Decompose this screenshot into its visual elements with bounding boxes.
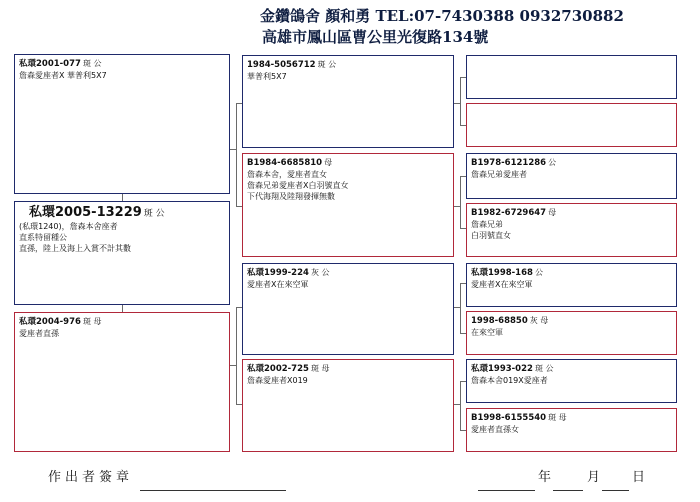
ddd-note-1: 愛座者直孫女 [471, 425, 519, 434]
connector-dd-out [453, 404, 460, 405]
dd-box [242, 359, 454, 452]
sire-box [14, 54, 230, 194]
dd-suffix: 斑 母 [310, 364, 330, 373]
signature-line [140, 490, 286, 491]
subject-note-3: 直孫，陸上及海上入賞不計其數 [19, 244, 131, 253]
dsd-suffix: 灰 母 [529, 316, 549, 325]
sd-note-3: 下代海翔及陸翔發揮無數 [247, 192, 335, 201]
ddd-ring: B1998-6155540 [471, 413, 547, 423]
dds-box [466, 359, 677, 403]
ds-box [242, 263, 454, 355]
sd-note-2: 詹森兄弟愛座者X白羽號直女 [247, 181, 349, 190]
sd-ring: B1984-6685810 [247, 158, 323, 168]
sire-ring: 私環2001-077 [19, 59, 81, 69]
subject-note-1: (私環1240)，詹森本舍座者 [19, 222, 118, 231]
dds-note-1: 詹森本舍019X愛座者 [471, 376, 548, 385]
sd-note-1: 詹森本舍，愛座者直女 [247, 170, 327, 179]
ss-note-1: 華普利5X7 [247, 72, 287, 81]
subject-box [14, 201, 230, 305]
subject-ring: 私環2005-13229 [29, 205, 142, 220]
connector-ss-out [453, 103, 460, 104]
month-line [553, 490, 583, 491]
dds-ring: 私環1993-022 [471, 364, 533, 374]
header-loft-contact: 金鑽鴿舍 顏和勇 TEL:07-7430388 0932730882 [260, 7, 624, 25]
sdd-note-1: 詹森兄弟 [471, 220, 503, 229]
connector-ss-parents [460, 77, 461, 125]
dam-box [14, 312, 230, 452]
year-label: 年 [538, 470, 552, 485]
sds-ring: B1978-6121286 [471, 158, 547, 168]
ddd-box [466, 408, 677, 452]
page-header [260, 6, 696, 48]
ds-ring: 私環1999-224 [247, 268, 309, 278]
connector-ds-parents [460, 283, 461, 333]
sss-box [466, 55, 677, 99]
subject-note-2: 直系特留種公 [19, 233, 67, 242]
dam-suffix: 斑 母 [82, 317, 102, 326]
connector-ds-out [453, 307, 460, 308]
sire-suffix: 斑 公 [82, 59, 102, 68]
ss-ring: 1984-5056712 [247, 60, 316, 70]
dss-box [466, 263, 677, 307]
sdd-note-2: 白羽號直女 [471, 231, 511, 240]
signature-label: 作出者簽章 [48, 470, 134, 485]
sire-note-1: 詹森愛座者X 華普利5X7 [19, 71, 107, 80]
sds-note-1: 詹森兄弟愛座者 [471, 170, 527, 179]
dss-ring: 私環1998-168 [471, 268, 533, 278]
month-label: 月 [587, 470, 601, 485]
ss-box [242, 55, 454, 148]
dds-suffix: 斑 公 [534, 364, 554, 373]
dss-note-1: 愛座者X在來空軍 [471, 280, 533, 289]
sds-box [466, 153, 677, 199]
sdd-ring: B1982-6729647 [471, 208, 547, 218]
day-label: 日 [632, 470, 646, 485]
dam-note-1: 愛座者直孫 [19, 329, 59, 338]
dsd-box [466, 311, 677, 355]
year-line [478, 490, 535, 491]
dd-note-1: 詹森愛座者X019 [247, 376, 308, 385]
sdd-box [466, 203, 677, 257]
header-address: 高雄市鳳山區曹公里光復路134號 [262, 28, 489, 46]
ds-suffix: 灰 公 [310, 268, 330, 277]
connector-sd-parents [460, 176, 461, 228]
ddd-suffix: 斑 母 [548, 413, 567, 422]
connector-dam-grandparents [236, 307, 237, 404]
connector-sire-grandparents [236, 103, 237, 206]
dam-ring: 私環2004-976 [19, 317, 81, 327]
day-line [602, 490, 629, 491]
sds-suffix: 公 [548, 158, 557, 167]
ssd-box [466, 103, 677, 147]
sd-suffix: 母 [324, 158, 333, 167]
connector-sire-link [229, 149, 236, 150]
connector-sd-out [453, 206, 460, 207]
connector-dd-parents [460, 381, 461, 430]
dss-suffix: 公 [534, 268, 543, 277]
connector-dam-link [229, 365, 236, 366]
dsd-note-1: 在來空軍 [471, 328, 503, 337]
dsd-ring: 1998-68850 [471, 316, 528, 326]
dd-ring: 私環2002-725 [247, 364, 309, 374]
ss-suffix: 斑 公 [317, 60, 337, 69]
sdd-suffix: 母 [548, 208, 557, 217]
subject-suffix: 斑 公 [143, 209, 165, 219]
sd-box [242, 153, 454, 257]
ds-note-1: 愛座者X在來空軍 [247, 280, 309, 289]
